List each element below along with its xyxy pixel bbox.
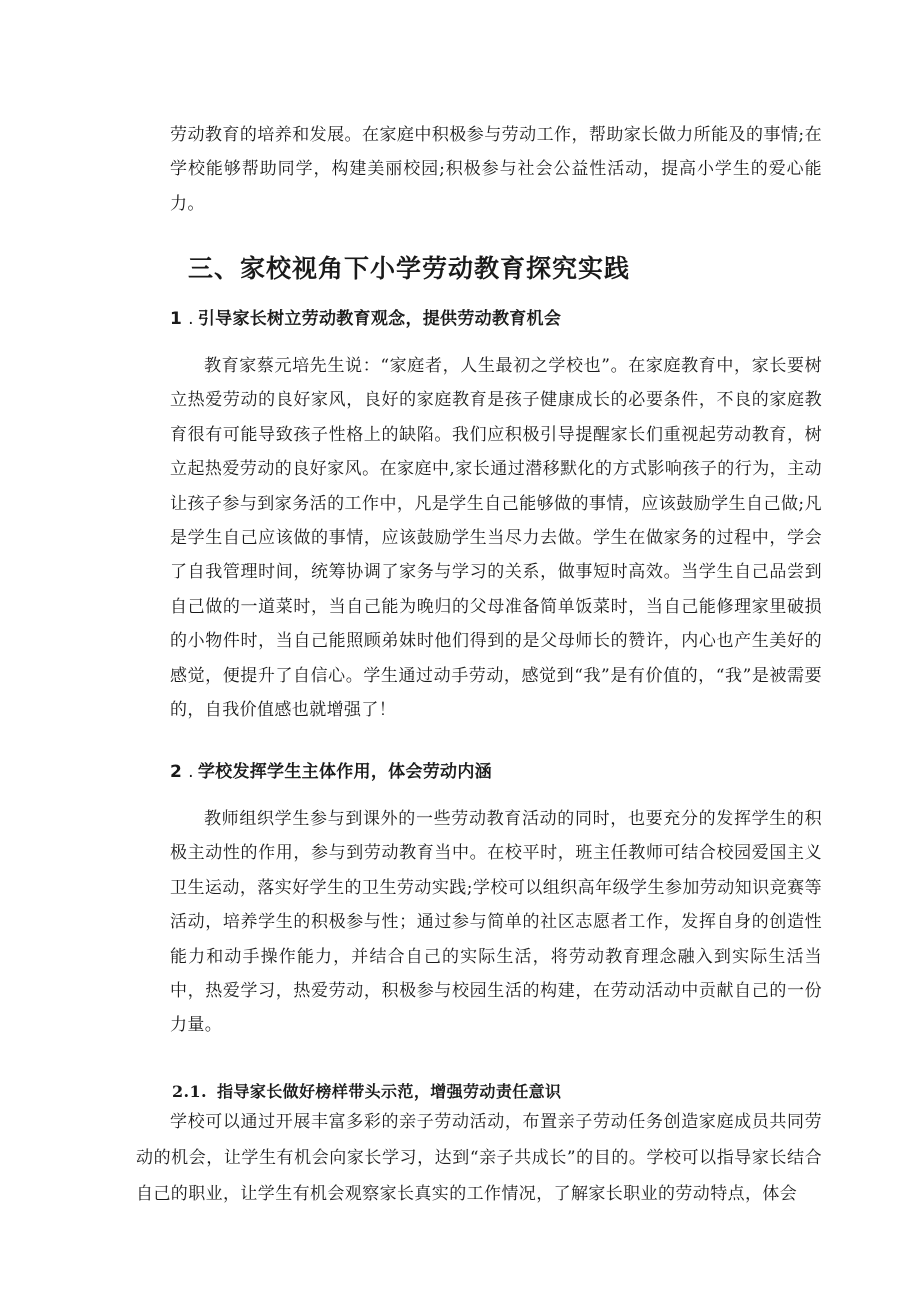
subsection-1-separator: . (188, 309, 194, 329)
subsection-2-heading (170, 758, 822, 786)
subsection-1-number: 1 (170, 309, 183, 329)
subsection-2-1-heading (172, 1078, 824, 1106)
subsection-1-heading (170, 305, 822, 333)
subsection-1-paragraph: 教育家蔡元培先生说：“家庭者，人生最初之学校也”。在家庭教育中，家长要树立热爱劳动的良好家风，良好的家庭教育是孩子健康成长的必要条件，不良的家庭教育很有可能导致孩子性格上的缺陷。我们应积极引导提醒家长们重视起劳动教育，树立起热爱劳动的良好家风。在家庭中,家长通过潜移默化的方式影响孩子的行为，主动让孩子参与到家务活的工作中，凡是学生自己能够做的事情，应该鼓励学生自己做;凡是学生自己应该做的事情，应该鼓励学生当尽力去做。学生在做家务的过程中，学会了自我管理时间，统筹协调了家务与学习的关系，做事短时高效。当学生自己品尝到自己做的一道菜时，当自己能为晚归的父母准备简单饭菜时，当自己能修理家里破损的小物件时，当自己能照顾弟妹时他们得到的是父母师长的赞许，内心也产生美好的感觉，便提升了自信心。学生通过动手劳动，感觉到“我”是有价值的，“我”是被需要的，自我价值感也就增强了！ (170, 356, 822, 721)
subsection-2-1-number: 2.1. (172, 1082, 208, 1101)
subsection-2-title: 学校发挥学生主体作用，体会劳动内涵 (197, 762, 492, 782)
subsection-2-1-paragraph: 学校可以通过开展丰富多彩的亲子劳动活动，布置亲子劳动任务创造家庭成员共同劳动的机会，让学生有机会向家长学习，达到“亲子共成长”的目的。学校可以指导家长结合自己的职业，让学生有机会观察家长真实的工作情况，了解家长职业的劳动特点，体会 (136, 1112, 822, 1204)
subsection-2-paragraph: 教师组织学生参与到课外的一些劳动教育活动的同时，也要充分的发挥学生的积极主动性的作用，参与到劳动教育当中。在校平时，班主任教师可结合校园爱国主义卫生运动，落实好学生的卫生劳动实践;学校可以组织高年级学生参加劳动知识竞赛等活动，培养学生的积极参与性；通过参与简单的社区志愿者工作，发挥自身的创造性能力和动手操作能力，并结合自己的实际生活，将劳动教育理念融入到实际生活当中，热爱学习，热爱劳动，积极参与校园生活的构建，在劳动活动中贡献自己的一份力量。 (170, 809, 822, 1036)
section-heading: 三、家校视角下小学劳动教育探究实践 (188, 254, 631, 283)
subsection-2-separator: . (188, 762, 194, 782)
subsection-1-title: 引导家长树立劳动教育观念，提供劳动教育机会 (197, 309, 562, 329)
continuation-paragraph: 劳动教育的培养和发展。在家庭中积极参与劳动工作，帮助家长做力所能及的事情;在学校能够帮助同学，构建美丽校园;积极参与社会公益性活动，提高小学生的爱心能力。 (170, 125, 822, 214)
subsection-2-1-title: 指导家长做好榜样带头示范，增强劳动责任意识 (217, 1082, 562, 1101)
subsection-2-number: 2 (170, 762, 183, 782)
